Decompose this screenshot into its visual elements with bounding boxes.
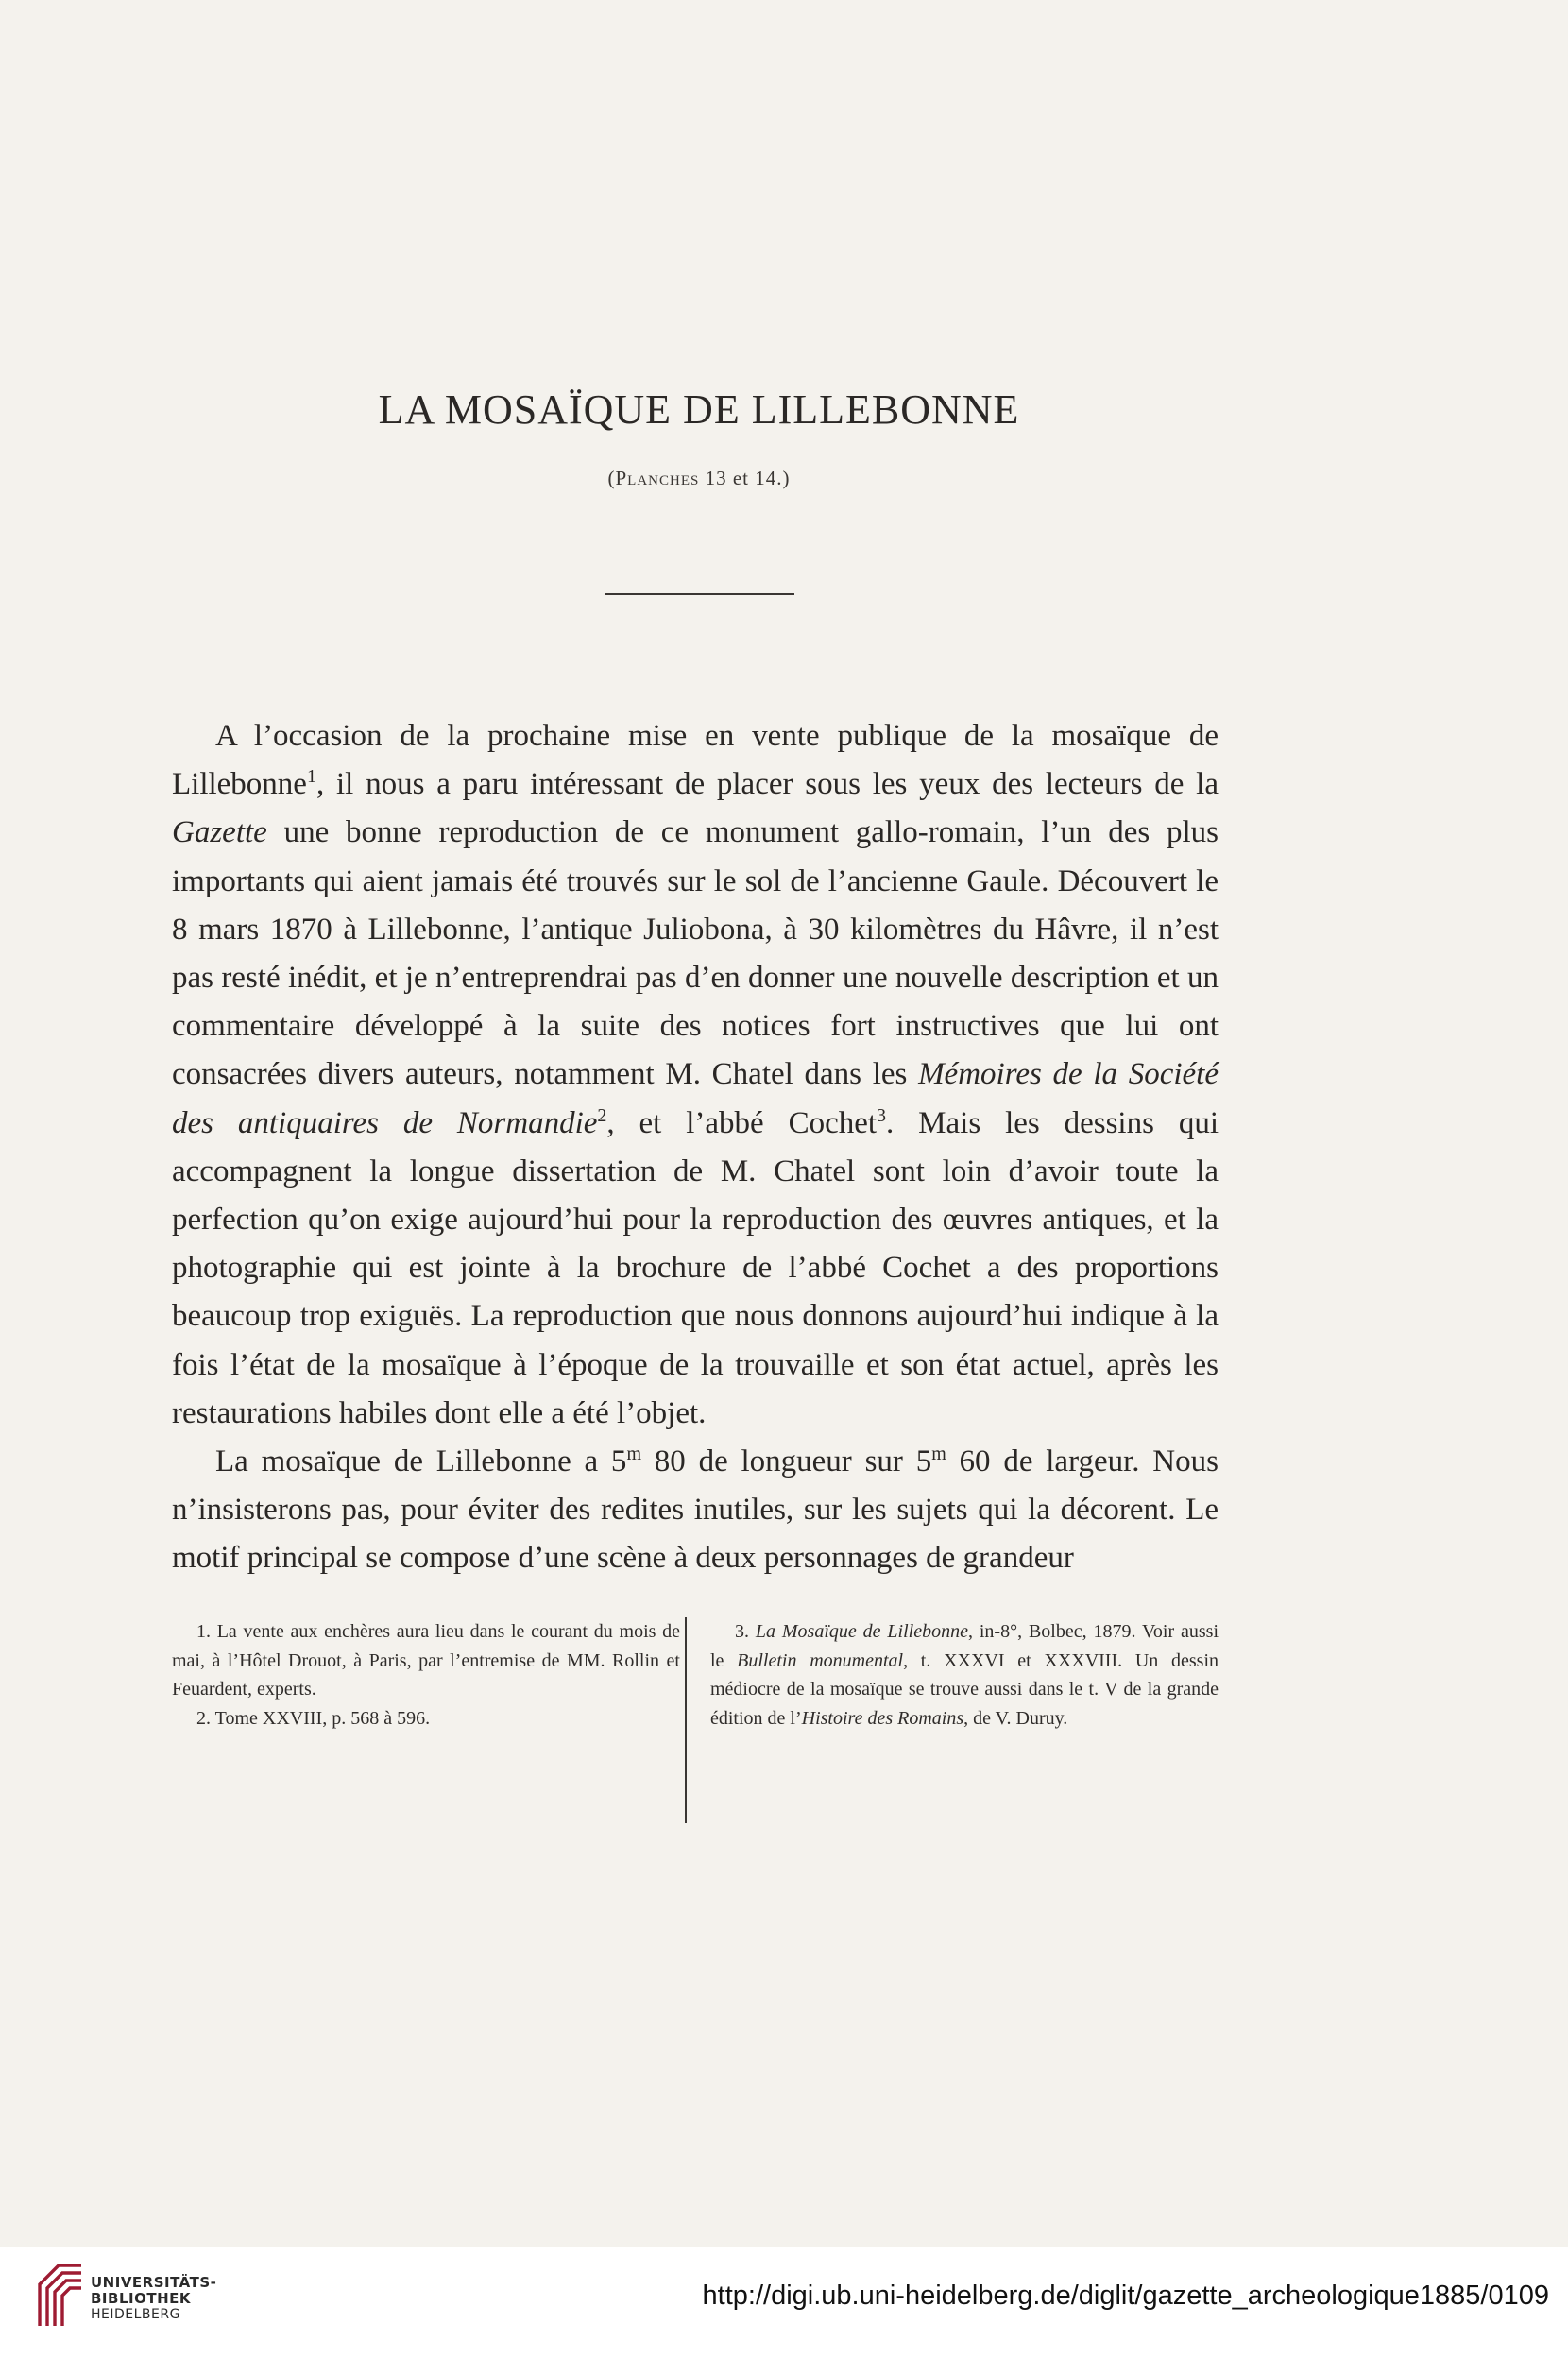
paragraph-1-text-a: A l’occasion de la prochaine mise en vente publique de la mosaïque de Lillebonne [172,719,1219,802]
heidelberg-library-logo-icon [36,2262,85,2330]
footnote-3-text-b: , in-8°, Bolbec, 1879. Voir aussi le [710,1621,1219,1671]
footnote-column-divider [685,1617,687,1823]
subtitle-planches: Planches [615,467,700,489]
footnote-3-num: 3. [735,1621,756,1642]
source-url-link[interactable]: http://digi.ub.uni-heidelberg.de/diglit/gazette_archeologique1885/0109 [702,2281,1549,2311]
footnote-3 [710,1617,1219,1733]
footnotes-right-column [693,1617,1219,1733]
subtitle-numbers: 13 et 14. [699,467,783,489]
paragraph-2-text-a: La mosaïque de Lillebonne a 5 [215,1444,627,1479]
unit-sup-1: m [626,1444,641,1465]
paragraph-1-text-c: une bonne reproduction de ce monument gallo-romain, l’un des plus importants qui aient jamais été trouvés sur le sol de l’ancienne Gaule. Découvert le 8 mars 1870 à Lillebonne, l’antique Juliobona, à 30 kilomètres du Hâvre, il n’est pas resté inédit, et je n’entreprendrai pas d’en donner une nouvelle description et un commentaire développé à la suite des notices fort instructives que lui ont consacrées divers auteurs, notamment M. Chatel dans les [172,815,1219,1092]
paragraph-1 [172,712,1219,1438]
paragraph-2 [172,1438,1219,1583]
footnote-3-title: La Mosaïque de Lillebonne [755,1621,968,1642]
paragraph-1-text-b: , il nous a paru intéressant de placer sous les yeux des lecteurs de la [315,767,1219,802]
article-title: LA MOSAÏQUE DE LILLEBONNE [378,386,1020,433]
article-subtitle: (Planches 13 et 14.) [607,467,791,489]
paragraph-2-text-c: 60 de largeur. Nous n’insisterons pas, pour éviter des redites inutiles, sur les sujets qui la décorent. Le motif principal se compose d’une scène à deux personnages de grandeur [172,1444,1219,1576]
footnote-3-text-d: , de V. Duruy. [963,1707,1068,1729]
unit-sup-2: m [931,1444,946,1465]
memoires-italic: Mémoires de la Société des antiquaires de Normandie [172,1057,1219,1140]
footnote-ref-2: 2 [597,1104,607,1126]
footnote-2: 2. Tome XXVIII, p. 568 à 596. [196,1707,431,1729]
library-line-2: BIBLIOTHEK [91,2290,191,2307]
gazette-italic: Gazette [172,815,267,850]
footer-bar [0,2247,1568,2358]
library-line-3: HEIDELBERG [91,2307,180,2322]
footnote-3-bulletin: Bulletin monumental [737,1649,904,1671]
article-body [172,712,1219,1583]
title-divider [605,593,794,595]
library-line-1: UNIVERSITÄTS- [91,2274,217,2291]
footnotes [172,1617,1219,1733]
footnote-3-histoire: Histoire des Romains [801,1707,964,1729]
paragraph-1-text-d: , et l’abbé Cochet [606,1105,878,1140]
library-name [91,2275,216,2323]
paragraph-2-text-b: 80 de longueur sur 5 [641,1444,932,1479]
paragraph-1-text-e: . Mais les dessins qui accompagnent la longue dissertation de M. Chatel sont loin d’avoir toute la perfection qu’on exige aujourd’hui pour la reproduction des œuvres antiques, et la photographie qui est jointe à la brochure de l’abbé Cochet a des proportions beaucoup trop exiguës. La reproduction que nous donnons aujourd’hui indique à la fois l’état de la mosaïque à l’époque de la trouvaille et son état actuel, après les restaurations habiles dont elle a été l’objet. [172,1105,1219,1430]
footnote-1: 1. La vente aux enchères aura lieu dans le courant du mois de mai, à l’Hôtel Drouot, à Paris, par l’entremise de MM. Rollin et Feuardent, experts. [172,1621,680,1700]
footnote-3-text-c: , t. XXXVI et XXXVIII. Un dessin médiocre de la mosaïque se trouve aussi dans le t. V de la grande édition de l’ [710,1649,1219,1729]
footnotes-left-column [172,1617,680,1733]
footnote-ref-1: 1 [306,766,316,788]
footnote-ref-3: 3 [877,1104,887,1126]
